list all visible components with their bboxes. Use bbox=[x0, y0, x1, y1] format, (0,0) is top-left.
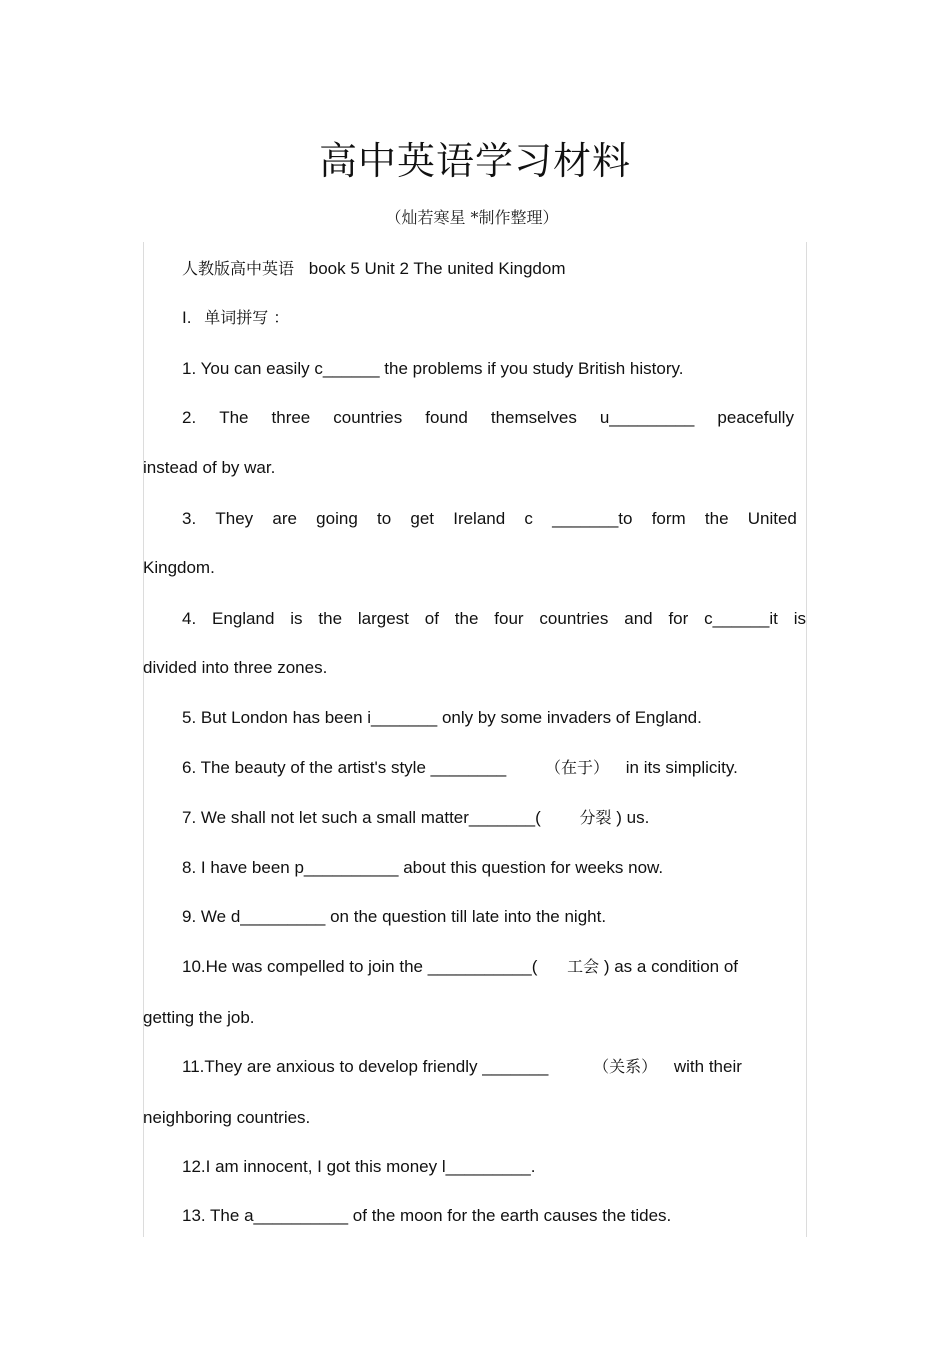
q3-word: c bbox=[524, 509, 533, 528]
q3-word: _______to bbox=[552, 509, 633, 528]
q2-word: u_________ bbox=[599, 408, 695, 427]
intro-line bbox=[143, 256, 806, 282]
q7-text-a: 7. We shall not let such a small matter_______( bbox=[182, 808, 541, 827]
question-1: 1. You can easily c______ the problems if you study British history. bbox=[182, 359, 684, 378]
q4-word: is bbox=[290, 609, 303, 628]
question-7 bbox=[143, 805, 806, 831]
question-6 bbox=[143, 755, 806, 781]
q4-word: four bbox=[494, 609, 524, 628]
q2-word: 2. bbox=[182, 408, 197, 427]
q4-word: for bbox=[668, 609, 689, 628]
q6-hint-cn: （在于） bbox=[545, 758, 610, 777]
question-4-continued: divided into three zones. bbox=[143, 658, 328, 677]
q2-word: three bbox=[271, 408, 311, 427]
q4-word: of bbox=[424, 609, 439, 628]
q4-word: c______it bbox=[704, 609, 778, 628]
page-subtitle: （灿若寒星 *制作整理） bbox=[385, 208, 559, 227]
q2-word: The bbox=[219, 408, 249, 427]
section-label: 单词拼写 ： bbox=[204, 308, 290, 327]
intro-cn: 人教版高中英语 bbox=[182, 259, 295, 278]
q4-word: largest bbox=[357, 609, 409, 628]
question-11 bbox=[143, 1054, 806, 1080]
section-heading bbox=[143, 305, 806, 331]
q2-word: found bbox=[425, 408, 468, 427]
q2-word: peacefully bbox=[717, 408, 794, 427]
question-10-continued: getting the job. bbox=[143, 1008, 255, 1027]
question-9: 9. We d_________ on the question till late into the night. bbox=[182, 907, 607, 926]
q3-word: They bbox=[215, 509, 254, 528]
q3-word: form bbox=[651, 509, 686, 528]
q3-word: United bbox=[747, 509, 797, 528]
intro-en: book 5 Unit 2 The united Kingdom bbox=[308, 259, 566, 278]
q7-hint-cn: 分裂 bbox=[579, 808, 612, 827]
section-number: I. bbox=[182, 308, 192, 327]
q11-text-b: with their bbox=[673, 1057, 742, 1076]
q11-hint-cn: （关系） bbox=[593, 1057, 658, 1076]
q3-word: the bbox=[704, 509, 729, 528]
q4-word: countries bbox=[539, 609, 609, 628]
q3-word: going bbox=[316, 509, 358, 528]
q6-text-b: in its simplicity. bbox=[625, 758, 738, 777]
q10-text-b: ) as a condition of bbox=[603, 957, 739, 976]
q11-text-a: 11.They are anxious to develop friendly _______ bbox=[182, 1057, 549, 1076]
q3-word: Ireland bbox=[453, 509, 506, 528]
q3-word: are bbox=[272, 509, 297, 528]
question-3 bbox=[143, 506, 797, 532]
question-12: 12.I am innocent, I got this money l_________. bbox=[182, 1157, 536, 1176]
q4-word: is bbox=[793, 609, 806, 628]
question-5: 5. But London has been i_______ only by some invaders of England. bbox=[182, 708, 702, 727]
question-10 bbox=[143, 954, 806, 980]
q3-word: get bbox=[410, 509, 435, 528]
question-3-continued: Kingdom. bbox=[143, 558, 215, 577]
question-13: 13. The a__________ of the moon for the earth causes the tides. bbox=[182, 1206, 672, 1225]
q4-word: the bbox=[454, 609, 479, 628]
q4-word: and bbox=[624, 609, 653, 628]
q6-text-a: 6. The beauty of the artist's style ________ bbox=[182, 758, 507, 777]
question-4 bbox=[143, 606, 806, 632]
left-border-line bbox=[143, 242, 144, 1237]
q10-text-a: 10.He was compelled to join the ___________( bbox=[182, 957, 538, 976]
page-title: 高中英语学习材料 bbox=[318, 139, 631, 183]
question-2-continued: instead of by war. bbox=[143, 458, 276, 477]
q3-word: to bbox=[376, 509, 392, 528]
question-2 bbox=[143, 405, 794, 431]
q2-word: themselves bbox=[490, 408, 577, 427]
q3-word: 3. bbox=[182, 509, 197, 528]
q10-hint-cn: 工会 bbox=[567, 957, 600, 976]
right-border-line bbox=[806, 242, 807, 1237]
q4-word: the bbox=[318, 609, 343, 628]
q7-text-b: ) us. bbox=[616, 808, 650, 827]
q4-word: 4. bbox=[182, 609, 197, 628]
q4-word: England bbox=[212, 609, 275, 628]
question-11-continued: neighboring countries. bbox=[143, 1108, 311, 1127]
question-8: 8. I have been p__________ about this question for weeks now. bbox=[182, 858, 664, 877]
q2-word: countries bbox=[333, 408, 403, 427]
